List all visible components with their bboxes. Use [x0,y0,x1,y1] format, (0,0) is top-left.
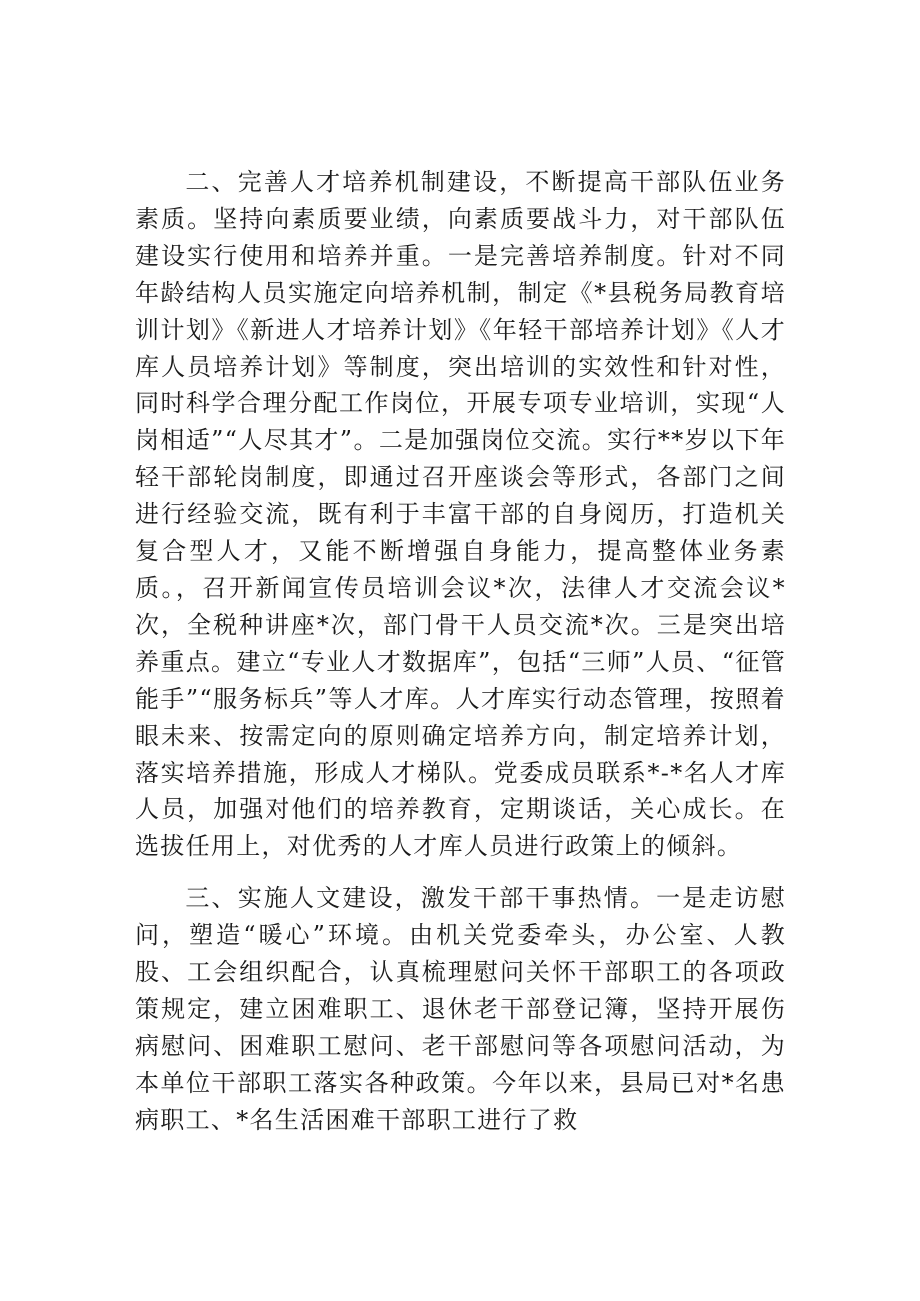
document-body [135,164,786,1139]
paragraph-talent-training: 二、完善人才培养机制建设，不断提高干部队伍业务素质。坚持向素质要业绩，向素质要战斗力，对干部队伍建设实行使用和培养并重。一是完善培养制度。针对不同年龄结构人员实施定向培养机制，制定《*县税务局教育培训计划》《新进人才培养计划》《年轻干部培养计划》《人才库人员培养计划》等制度，突出培训的实效性和针对性，同时科学合理分配工作岗位，开展专项专业培训，实现“人岗相适”“人尽其才”。二是加强岗位交流。实行**岁以下年轻干部轮岗制度，即通过召开座谈会等形式，各部门之间进行经验交流，既有利于丰富干部的自身阅历，打造机关复合型人才，又能不断增强自身能力，提高整体业务素质。，召开新闻宣传员培训会议*次，法律人才交流会议*次，全税种讲座*次，部门骨干人员交流*次。三是突出培养重点。建立“专业人才数据库”，包括“三师”人员、“征管能手”“服务标兵”等人才库。人才库实行动态管理，按照着眼未来、按需定向的原则确定培养方向，制定培养计划，落实培养措施，形成人才梯队。党委成员联系*-*名人才库人员，加强对他们的培养教育，定期谈话，关心成长。在选拔任用上，对优秀的人才库人员进行政策上的倾斜。 [135,168,786,861]
paragraph-humanistic-care: 三、实施人文建设，激发干部干事热情。一是走访慰问，塑造“暖心”环境。由机关党委牵头，办公室、人教股、工会组织配合，认真梳理慰问关怀干部职工的各项政策规定，建立困难职工、退休老干部登记簿，坚持开展伤病慰问、困难职工慰问、老干部慰问等各项慰问活动，为本单位干部职工落实各种政策。今年以来，县局已对*名患病职工、*名生活困难干部职工进行了救 [135,884,786,1134]
